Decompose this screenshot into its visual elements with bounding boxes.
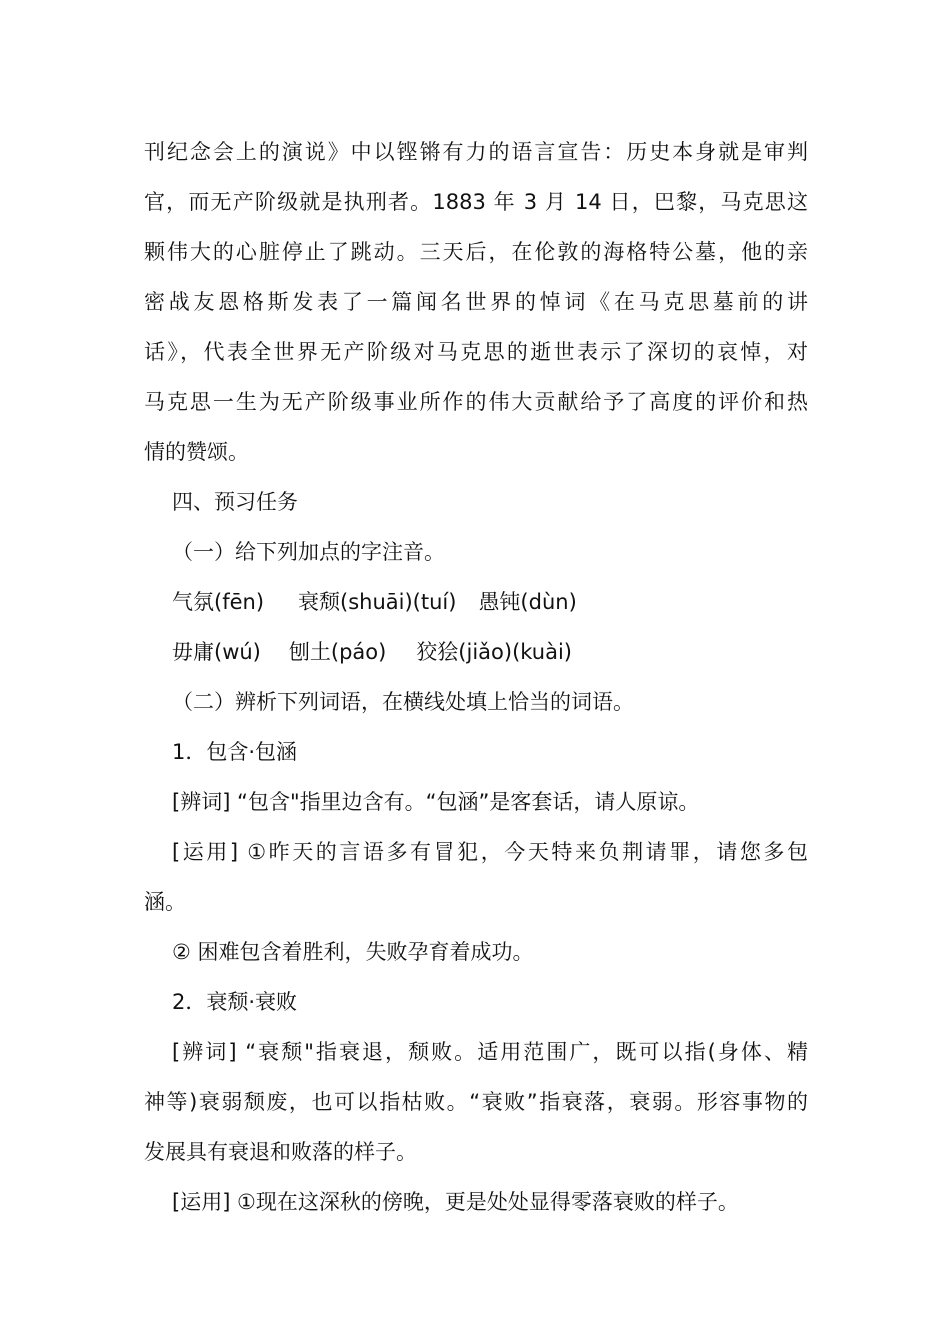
pinyin-row xyxy=(144,627,808,677)
paragraph-line: 话》，代表全世界无产阶级对马克思的逝世表示了深切的哀悼，对 xyxy=(144,340,808,364)
bianci-text: 神等)衰弱颓废，也可以指枯败。“衰败”指衰落，衰弱。形容事物的 xyxy=(144,1090,808,1114)
bianci-text: [辨词] “包含"指里边含有。“包涵”是客套话，请人原谅。 xyxy=(172,790,700,814)
paragraph-line: 马克思一生为无产阶级事业所作的伟大贡献给予了高度的评价和热 xyxy=(144,390,808,414)
bianci-text: [辨词] “衰颓"指衰退，颓败。适用范围广，既可以指(身体、精 xyxy=(172,1040,808,1064)
paragraph-line: 颗伟大的心脏停止了跳动。三天后，在伦敦的海格特公墓，他的亲 xyxy=(144,240,808,264)
paragraph-line: 密战友恩格斯发表了一篇闻名世界的悼词《在马克思墓前的讲 xyxy=(144,290,808,314)
subsection-heading: （一）给下列加点的字注音。 xyxy=(172,540,445,564)
bianci-text: 发展具有衰退和败落的样子。 xyxy=(144,1140,417,1164)
pinyin-row xyxy=(144,577,808,627)
pinyin-entry: 刨土(páo) xyxy=(288,640,387,664)
pinyin-entry: 狡狯(jiǎo)(kuài) xyxy=(416,640,572,664)
item-title: 2．衰颓·衰败 xyxy=(172,990,298,1014)
item-title: 1．包含·包涵 xyxy=(172,740,298,764)
yunyong-text: [运用] ①现在这深秋的傍晚，更是处处显得零落衰败的样子。 xyxy=(172,1190,739,1214)
paragraph-line: 刊纪念会上的演说》中以铿锵有力的语言宣告：历史本身就是审判 xyxy=(144,140,808,164)
example-text: ② 困难包含着胜利，失败孕育着成功。 xyxy=(172,940,534,964)
pinyin-entry: 气氛(fēn) xyxy=(172,590,265,614)
section-heading: 四、预习任务 xyxy=(172,490,298,514)
pinyin-entry: 衰颓(shuāi)(tuí) xyxy=(298,590,457,614)
paragraph-line: 情的赞颂。 xyxy=(144,440,249,464)
document-body xyxy=(144,127,808,1227)
yunyong-text: [运用] ①昨天的言语多有冒犯，今天特来负荆请罪，请您多包 xyxy=(172,840,808,864)
subsection-heading: （二）辨析下列词语，在横线处填上恰当的词语。 xyxy=(172,690,634,714)
paragraph-line: 官，而无产阶级就是执刑者。1883 年 3 月 14 日，巴黎，马克思这 xyxy=(144,190,808,214)
pinyin-entry: 愚钝(dùn) xyxy=(478,590,577,614)
yunyong-text: 涵。 xyxy=(144,890,186,914)
pinyin-entry: 毋庸(wú) xyxy=(172,640,261,664)
